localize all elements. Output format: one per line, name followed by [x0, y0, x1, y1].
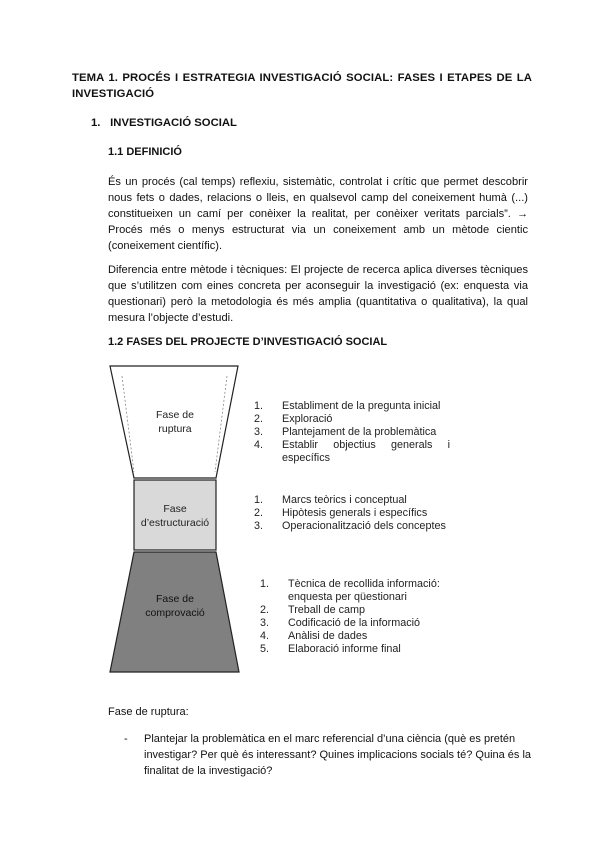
phase-verification-line1: Fase de: [156, 593, 194, 605]
phase-structure-list: [254, 494, 474, 533]
paragraph-definition: És un procés (cal temps) reflexiu, sistemàtic, controlat i crític que permet descobrir nous fets o dades, relacions o lleis, en qualsevol camp del coneixement humà (...) constitueixen un camí per conèixer la realitat, per conèixer veritats parcials”. → Procés més o menys estructurat via un coneixement amb un mètode cientic (coneixement científic).: [108, 176, 528, 252]
list-item: 3. Operacionalització dels conceptes: [254, 520, 446, 532]
list-item: 1. Tècnica de recollida informació: enquesta per qüestionari: [260, 578, 440, 603]
list-item: 4. Establir objectius generals i específics: [254, 439, 450, 464]
document-title: TEMA 1. PROCÉS I ESTRATEGIA INVESTIGACIÓ SOCIAL: FASES I ETAPES DE LA INVESTIGACIÓ: [72, 72, 532, 100]
phase-verification-label: [128, 592, 222, 620]
list-item: 1. Establiment de la pregunta inicial: [254, 400, 441, 412]
phase-structure-label: [126, 502, 224, 530]
phase-rupture-label: [134, 408, 216, 436]
phase-rupture-list: [254, 400, 450, 465]
fase-ruptura-heading: Fase de ruptura:: [108, 706, 189, 718]
list-item: 2. Exploració: [254, 413, 333, 425]
list-item: 5. Elaboració informe final: [260, 643, 401, 655]
list-item: 1. Marcs teòrics i conceptual: [254, 494, 407, 506]
paragraph-methods: Diferencia entre mètode i tècniques: El projecte de recerca aplica diverses tècniques que s’utilitzen com eines concreta per aconseguir la investigació (ex: enquesta via questionari) però la metodologia és més amplia (quantitativa o qualitativa), la qual mesura l’objecte d’estudi.: [108, 264, 528, 324]
phase-rupture-line2: ruptura: [158, 423, 192, 435]
phase-structure-line2: d’estructuració: [140, 517, 210, 529]
phases-diagram: [108, 362, 528, 682]
phase-verification-line2: comprovació: [145, 607, 205, 619]
section-title: INVESTIGACIÓ SOCIAL: [110, 117, 237, 129]
phase-structure-line1: Fase: [163, 503, 187, 515]
subsection-definicio: 1.1 DEFINICIÓ: [108, 146, 182, 158]
section-heading: [91, 117, 237, 129]
list-item: 3. Codificació de la informació: [260, 617, 421, 629]
phase-rupture-line1: Fase de: [156, 409, 194, 421]
subsection-fases: 1.2 FASES DEL PROJECTE D’INVESTIGACIÓ SOCIAL: [108, 336, 388, 348]
bullet-text: Plantejar la problemàtica en el marc referencial d’una ciència (què es pretén investigar? Per què és interessant? Quines implicacions socials té? Quina és la finalitat de la investigació?: [144, 733, 532, 777]
list-item: 2. Treball de camp: [260, 604, 366, 616]
list-item: 2. Hipòtesis generals i específics: [254, 507, 428, 519]
list-item: 3. Plantejament de la problemàtica: [254, 426, 437, 438]
bullet-dash: -: [124, 733, 128, 745]
list-item: 4. Anàlisi de dades: [260, 630, 368, 642]
section-number: 1.: [91, 117, 101, 129]
phase-verification-list: [260, 578, 460, 656]
